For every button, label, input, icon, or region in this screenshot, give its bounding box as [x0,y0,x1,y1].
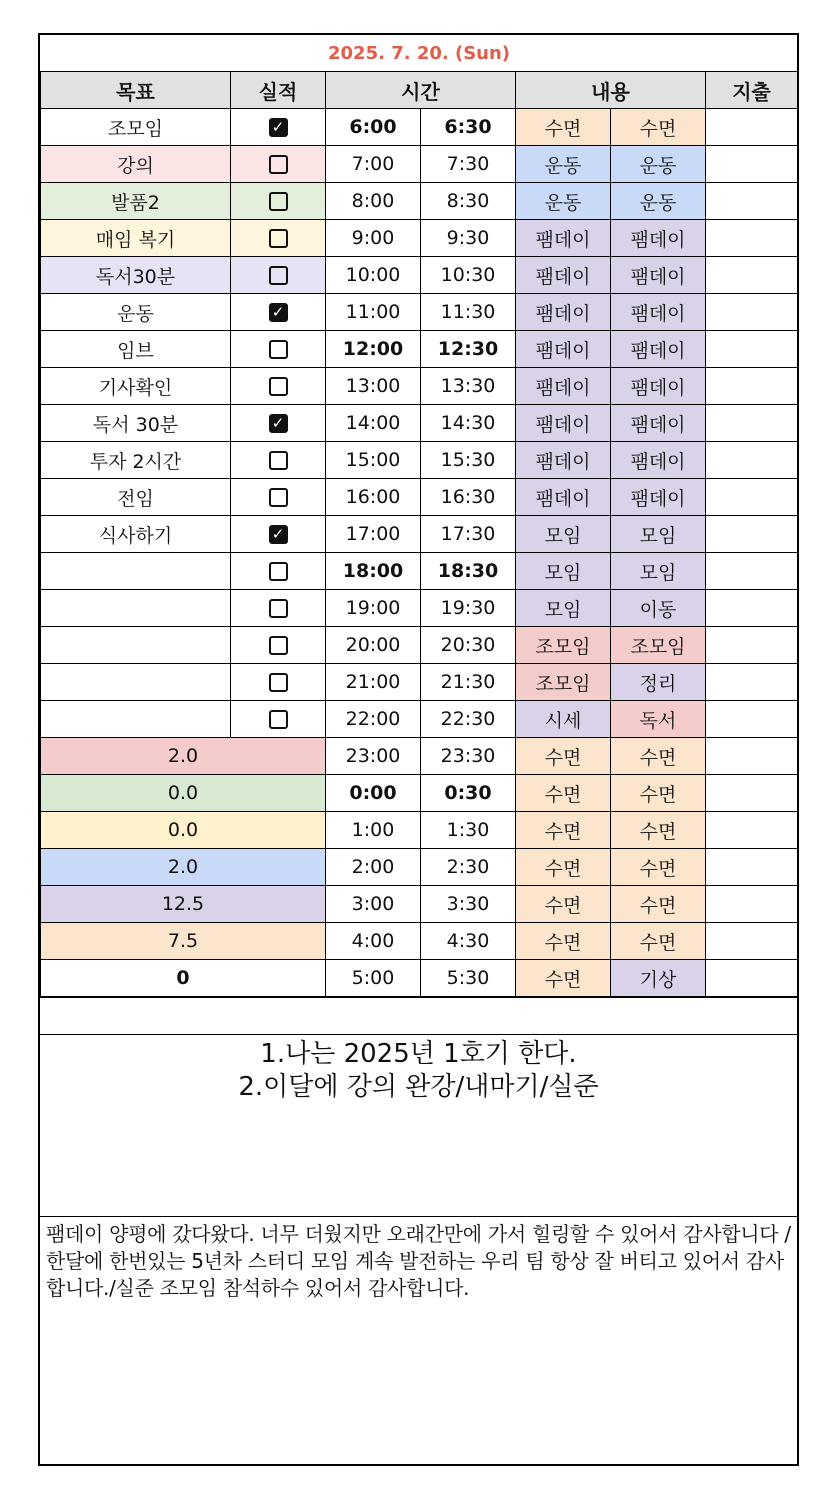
time-half: 13:30 [421,368,516,405]
activity-cell: 기상 [611,960,706,997]
schedule-row [41,109,798,146]
activity-cell: 팸데이 [516,257,611,294]
time-start: 5:00 [326,960,421,997]
goal-cell: 매임 복기 [41,220,231,257]
activity-cell: 조모임 [516,664,611,701]
goal-cell: 전임 [41,479,231,516]
time-start: 12:00 [326,331,421,368]
goal-cell [41,664,231,701]
result-cell [231,442,326,479]
result-cell [231,405,326,442]
header-result: 실적 [231,72,326,109]
schedule-row [41,405,798,442]
date-title: 2025. 7. 20. (Sun) [41,35,798,72]
time-start: 0:00 [326,775,421,812]
time-half: 22:30 [421,701,516,738]
activity-cell: 팸데이 [516,331,611,368]
expense-cell [706,960,798,997]
time-half: 11:30 [421,294,516,331]
activity-cell: 수면 [611,923,706,960]
summary-cell: 0.0 [41,812,326,849]
activity-cell: 팸데이 [516,368,611,405]
schedule-row [41,516,798,553]
result-checkbox-checked[interactable]: ✓ [269,303,288,322]
time-half: 5:30 [421,960,516,997]
result-checkbox-checked[interactable]: ✓ [269,525,288,544]
schedule-row [41,738,798,775]
expense-cell [706,146,798,183]
result-checkbox[interactable] [269,562,288,581]
time-start: 4:00 [326,923,421,960]
result-checkbox[interactable] [269,229,288,248]
activity-cell: 수면 [611,738,706,775]
schedule-row [41,294,798,331]
activity-cell: 운동 [516,146,611,183]
expense-cell [706,812,798,849]
time-half: 19:30 [421,590,516,627]
activity-cell: 독서 [611,701,706,738]
result-checkbox[interactable] [269,710,288,729]
time-half: 3:30 [421,886,516,923]
result-cell [231,331,326,368]
time-half: 14:30 [421,405,516,442]
expense-cell [706,849,798,886]
expense-cell [706,775,798,812]
summary-cell: 7.5 [41,923,326,960]
result-checkbox[interactable] [269,155,288,174]
time-start: 19:00 [326,590,421,627]
time-start: 17:00 [326,516,421,553]
activity-cell: 수면 [516,109,611,146]
summary-cell: 2.0 [41,849,326,886]
expense-cell [706,294,798,331]
activity-cell: 수면 [516,886,611,923]
goal-cell: 독서30분 [41,257,231,294]
summary-cell: 0 [41,960,326,997]
goal-cell: 기사확인 [41,368,231,405]
time-start: 15:00 [326,442,421,479]
activity-cell: 운동 [516,183,611,220]
activity-cell: 이동 [611,590,706,627]
schedule-row [41,960,798,997]
result-checkbox[interactable] [269,488,288,507]
goal-cell: 발품2 [41,183,231,220]
goal-cell [41,553,231,590]
activity-cell: 수면 [516,849,611,886]
expense-cell [706,442,798,479]
time-start: 16:00 [326,479,421,516]
goal-cell [41,627,231,664]
result-cell [231,664,326,701]
time-start: 14:00 [326,405,421,442]
activity-cell: 수면 [516,923,611,960]
activity-cell: 팸데이 [611,405,706,442]
result-cell [231,257,326,294]
expense-cell [706,627,798,664]
result-checkbox[interactable] [269,340,288,359]
time-start: 1:00 [326,812,421,849]
time-start: 13:00 [326,368,421,405]
expense-cell [706,331,798,368]
goals-note-line: 1.나는 2025년 1호기 한다. [260,1039,577,1069]
expense-cell [706,923,798,960]
time-start: 6:00 [326,109,421,146]
result-cell [231,516,326,553]
header-time: 시간 [326,72,516,109]
result-cell [231,109,326,146]
expense-cell [706,664,798,701]
goal-cell: 강의 [41,146,231,183]
time-start: 8:00 [326,183,421,220]
time-start: 9:00 [326,220,421,257]
schedule-row [41,479,798,516]
activity-cell: 수면 [516,738,611,775]
activity-cell: 팸데이 [611,220,706,257]
result-checkbox-checked[interactable]: ✓ [269,414,288,433]
time-half: 12:30 [421,331,516,368]
expense-cell [706,886,798,923]
time-start: 22:00 [326,701,421,738]
schedule-row [41,923,798,960]
time-half: 8:30 [421,183,516,220]
header-content: 내용 [516,72,706,109]
time-half: 15:30 [421,442,516,479]
goal-cell: 식사하기 [41,516,231,553]
activity-cell: 팸데이 [611,442,706,479]
activity-cell: 모임 [516,553,611,590]
activity-cell: 조모임 [516,627,611,664]
activity-cell: 수면 [611,775,706,812]
time-half: 18:30 [421,553,516,590]
time-start: 11:00 [326,294,421,331]
summary-cell: 12.5 [41,886,326,923]
activity-cell: 수면 [611,849,706,886]
activity-cell: 조모임 [611,627,706,664]
goal-cell: 임브 [41,331,231,368]
activity-cell: 팸데이 [516,479,611,516]
schedule-row [41,553,798,590]
expense-cell [706,701,798,738]
result-cell [231,368,326,405]
activity-cell: 팸데이 [611,368,706,405]
expense-cell [706,553,798,590]
schedule-row [41,368,798,405]
activity-cell: 팸데이 [516,442,611,479]
time-start: 7:00 [326,146,421,183]
activity-cell: 팸데이 [516,220,611,257]
expense-cell [706,738,798,775]
time-start: 23:00 [326,738,421,775]
schedule-row [41,664,798,701]
schedule-row [41,257,798,294]
time-half: 1:30 [421,812,516,849]
time-half: 17:30 [421,516,516,553]
activity-cell: 시세 [516,701,611,738]
time-half: 10:30 [421,257,516,294]
activity-cell: 팸데이 [516,405,611,442]
schedule-row [41,812,798,849]
activity-cell: 수면 [516,775,611,812]
header-goal: 목표 [41,72,231,109]
result-checkbox[interactable] [269,636,288,655]
result-cell [231,183,326,220]
summary-cell: 0.0 [41,775,326,812]
schedule-row [41,627,798,664]
result-checkbox[interactable] [269,599,288,618]
schedule-row [41,183,798,220]
activity-cell: 모임 [516,590,611,627]
result-checkbox[interactable] [269,266,288,285]
blank-cell [40,998,797,1035]
result-cell [231,479,326,516]
expense-cell [706,516,798,553]
time-half: 6:30 [421,109,516,146]
activity-cell: 운동 [611,183,706,220]
result-cell [231,146,326,183]
time-half: 2:30 [421,849,516,886]
time-start: 20:00 [326,627,421,664]
goal-cell: 투자 2시간 [41,442,231,479]
activity-cell: 팸데이 [516,294,611,331]
result-cell [231,220,326,257]
time-half: 9:30 [421,220,516,257]
diary-text: 팸데이 양평에 갔다왔다. 너무 더웠지만 오래간만에 가서 힐링할 수 있어서 감사합니다 / 한달에 한번있는 5년차 스터디 모임 계속 발전하는 우리 팀 항상 잘 버티고 있어서 감사합니다./실준 조모임 참석하수 있어서 감사합니다. [46,1222,791,1300]
expense-cell [706,109,798,146]
goals-note [40,1035,797,1217]
activity-cell: 수면 [516,960,611,997]
schedule-row [41,590,798,627]
activity-cell: 운동 [611,146,706,183]
time-start: 21:00 [326,664,421,701]
schedule-row [41,849,798,886]
time-start: 10:00 [326,257,421,294]
schedule-row [41,775,798,812]
schedule-row [41,146,798,183]
time-half: 4:30 [421,923,516,960]
daily-planner-sheet [38,33,799,1466]
time-start: 18:00 [326,553,421,590]
result-checkbox[interactable] [269,451,288,470]
expense-cell [706,183,798,220]
schedule-row [41,331,798,368]
result-cell [231,553,326,590]
activity-cell: 수면 [611,812,706,849]
schedule-row [41,886,798,923]
header-expense: 지출 [706,72,798,109]
result-checkbox[interactable] [269,673,288,692]
result-checkbox[interactable] [269,192,288,211]
result-checkbox-checked[interactable]: ✓ [269,118,288,137]
schedule-row [41,220,798,257]
result-checkbox[interactable] [269,377,288,396]
expense-cell [706,368,798,405]
schedule-table [40,35,798,997]
schedule-row [41,442,798,479]
activity-cell: 수면 [516,812,611,849]
time-half: 0:30 [421,775,516,812]
time-start: 3:00 [326,886,421,923]
activity-cell: 팸데이 [611,479,706,516]
time-start: 2:00 [326,849,421,886]
activity-cell: 수면 [611,109,706,146]
goal-cell: 조모임 [41,109,231,146]
summary-cell: 2.0 [41,738,326,775]
time-half: 21:30 [421,664,516,701]
goal-cell: 운동 [41,294,231,331]
result-cell [231,701,326,738]
time-half: 7:30 [421,146,516,183]
expense-cell [706,479,798,516]
spacer-row [40,997,797,1035]
activity-cell: 모임 [516,516,611,553]
expense-cell [706,590,798,627]
expense-cell [706,220,798,257]
activity-cell: 팸데이 [611,257,706,294]
activity-cell: 정리 [611,664,706,701]
schedule-row [41,701,798,738]
activity-cell: 팸데이 [611,294,706,331]
goal-cell: 독서 30분 [41,405,231,442]
result-cell [231,294,326,331]
goal-cell [41,590,231,627]
expense-cell [706,257,798,294]
result-cell [231,627,326,664]
activity-cell: 모임 [611,553,706,590]
time-half: 16:30 [421,479,516,516]
result-cell [231,590,326,627]
time-half: 23:30 [421,738,516,775]
activity-cell: 수면 [611,886,706,923]
goals-note-line: 2.이달에 강의 완강/내마기/실준 [238,1072,599,1102]
activity-cell: 팸데이 [611,331,706,368]
goal-cell [41,701,231,738]
expense-cell [706,405,798,442]
time-half: 20:30 [421,627,516,664]
activity-cell: 모임 [611,516,706,553]
